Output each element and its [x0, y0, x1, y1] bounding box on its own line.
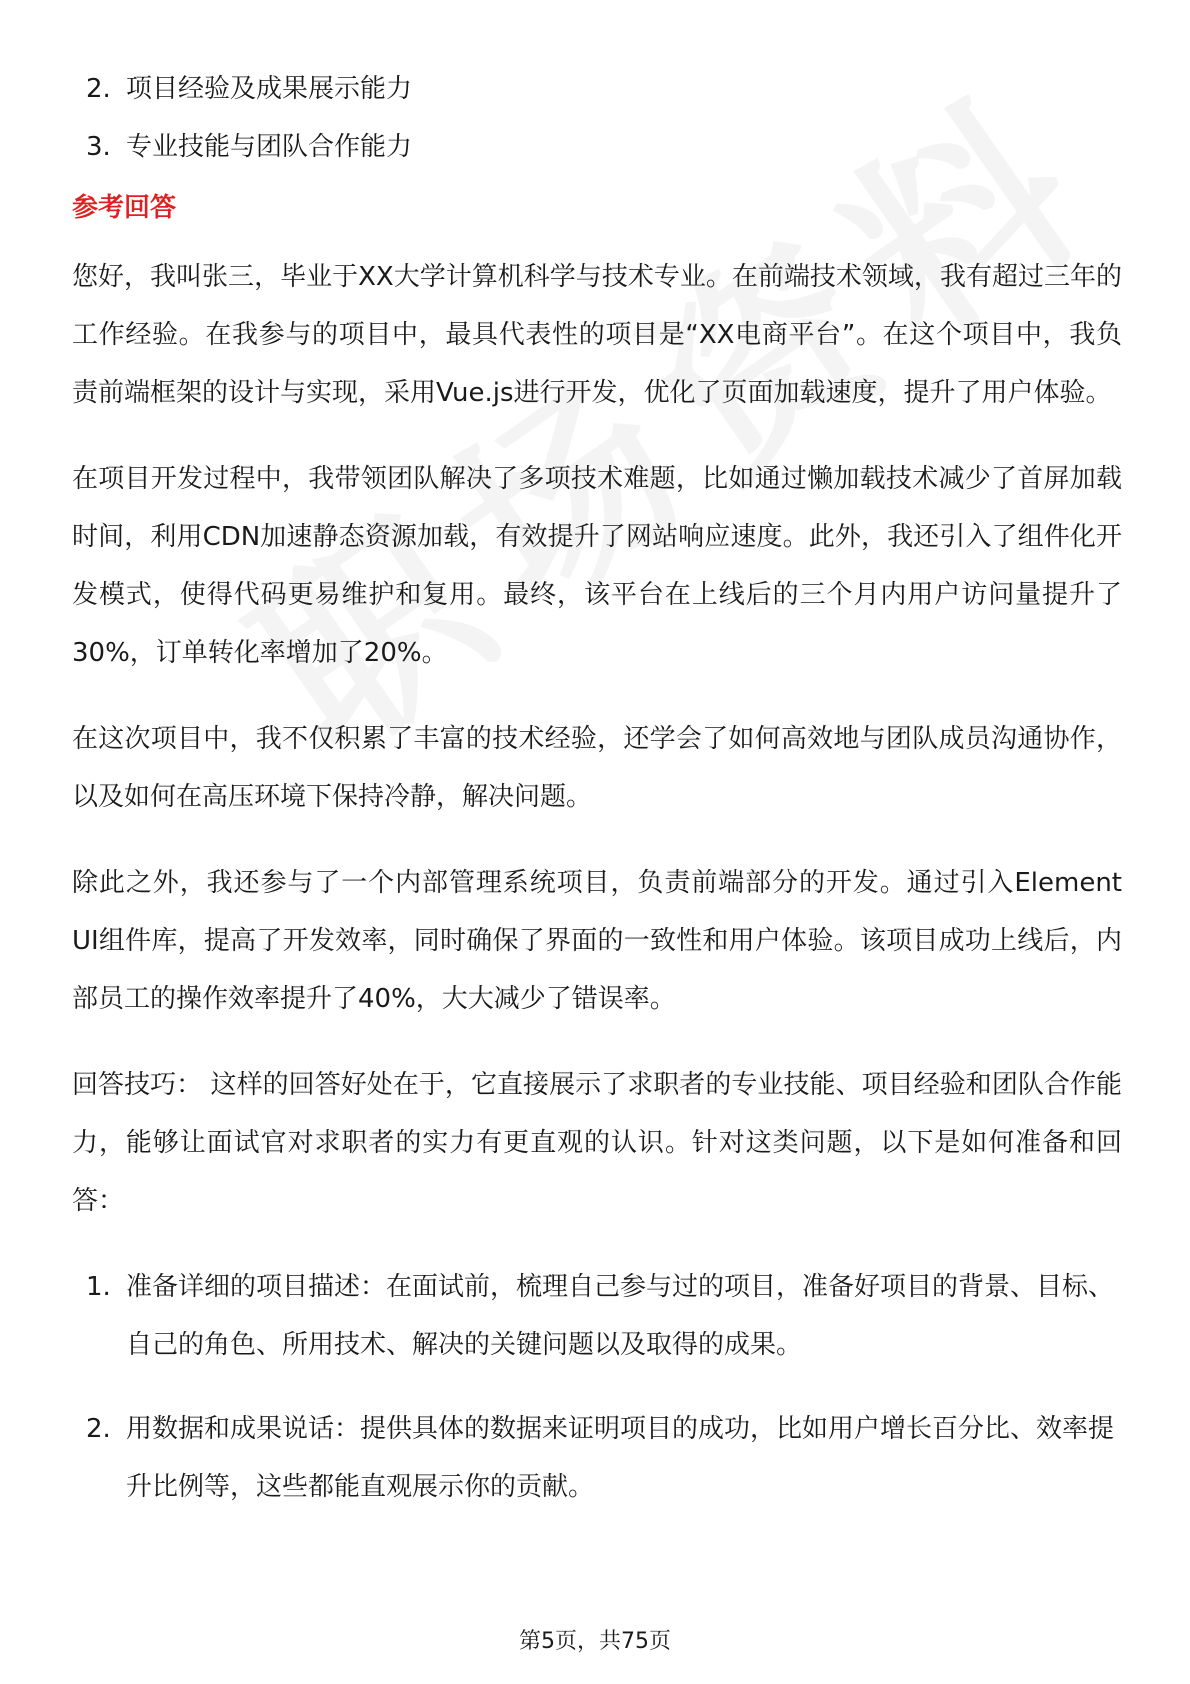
paragraph: 除此之外，我还参与了一个内部管理系统项目，负责前端部分的开发。通过引入Element UI组件库，提高了开发效率，同时确保了界面的一致性和用户体验。该项目成功上线后，内部员工的操作效率提升了40%，大大减少了错误率。: [72, 868, 1122, 1014]
section-heading: 参考回答: [72, 193, 177, 223]
page-number-footer: 第5页，共75页: [519, 1629, 671, 1654]
list-number: 2.: [86, 1414, 111, 1444]
list-number: 2.: [86, 74, 111, 104]
answer-tips-paragraph: 回答技巧： 这样的回答好处在于，它直接展示了求职者的专业技能、项目经验和团队合作能力，能够让面试官对求职者的实力有更直观的认识。针对这类问题，以下是如何准备和回答：: [72, 1070, 1122, 1216]
list-text: 准备详细的项目描述：在面试前，梳理自己参与过的项目，准备好项目的背景、目标、自己的角色、所用技术、解决的关键问题以及取得的成果。: [126, 1272, 1115, 1360]
list-item: [72, 60, 1122, 118]
document-page: [72, 60, 1122, 1542]
paragraph: 在这次项目中，我不仅积累了丰富的技术经验，还学会了如何高效地与团队成员沟通协作，以及如何在高压环境下保持冷静，解决问题。: [72, 724, 1122, 812]
list-item: [72, 1400, 1122, 1516]
tips-list: [72, 1258, 1122, 1516]
list-item: [72, 1258, 1122, 1374]
list-text: 项目经验及成果展示能力: [126, 74, 413, 104]
list-number: 3.: [86, 132, 111, 162]
list-item: [72, 118, 1122, 176]
paragraph: 您好，我叫张三，毕业于XX大学计算机科学与技术专业。在前端技术领域，我有超过三年的工作经验。在我参与的项目中，最具代表性的项目是“XX电商平台”。在这个项目中，我负责前端框架的设计与实现，采用Vue.js进行开发，优化了页面加载速度，提升了用户体验。: [72, 262, 1122, 408]
list-number: 1.: [86, 1272, 111, 1302]
list-text: 用数据和成果说话：提供具体的数据来证明项目的成功，比如用户增长百分比、效率提升比例等，这些都能直观展示你的贡献。: [126, 1414, 1115, 1502]
list-text: 专业技能与团队合作能力: [126, 132, 413, 162]
requirements-list: [72, 60, 1122, 176]
paragraph: 在项目开发过程中，我带领团队解决了多项技术难题，比如通过懒加载技术减少了首屏加载时间，利用CDN加速静态资源加载，有效提升了网站响应速度。此外，我还引入了组件化开发模式，使得代码更易维护和复用。最终，该平台在上线后的三个月内用户访问量提升了30%，订单转化率增加了20%。: [72, 464, 1122, 668]
